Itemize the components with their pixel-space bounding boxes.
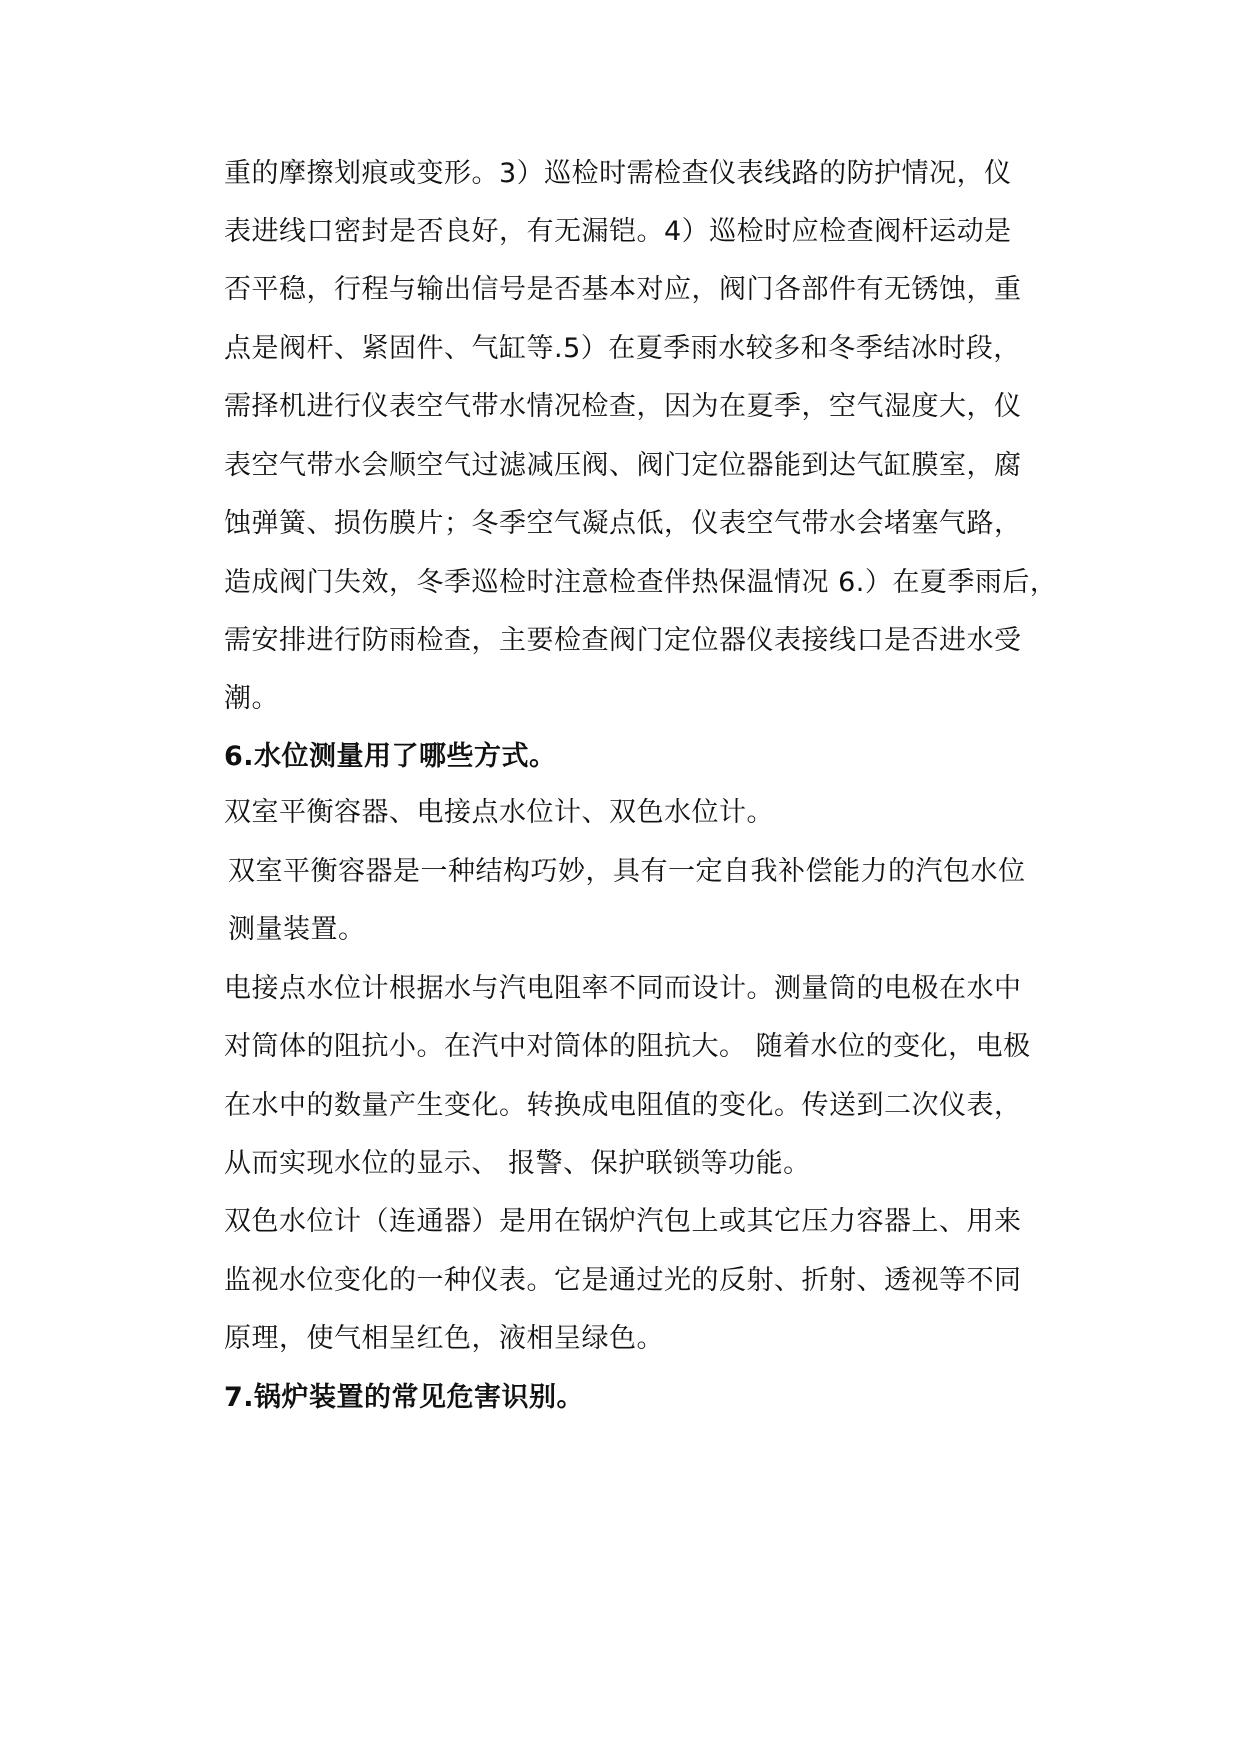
answer-intro: 双室平衡容器、电接点水位计、双色水位计。 xyxy=(224,797,774,828)
body-text-line: 潮。 xyxy=(224,683,279,714)
body-text-line: 重的摩擦划痕或变形。3）巡检时需检查仪表线路的防护情况，仪 xyxy=(224,158,1012,189)
body-text-line: 需安排进行防雨检查，主要检查阀门定位器仪表接线口是否进水受 xyxy=(224,625,1022,656)
body-text-line: 造成阀门失效，冬季巡检时注意检查伴热保温情况 6.）在夏季雨后， xyxy=(224,567,1058,598)
electrode-gauge-line: 从而实现水位的显示、 报警、保护联锁等功能。 xyxy=(224,1148,811,1179)
section-heading-6: 6.水位测量用了哪些方式。 xyxy=(224,741,557,772)
body-text-line: 蚀弹簧、损伤膜片；冬季空气凝点低，仪表空气带水会堵塞气路， xyxy=(224,508,1022,539)
body-text-line: 点是阀杆、紧固件、气缸等.5）在夏季雨水较多和冬季结冰时段， xyxy=(224,333,1021,364)
balance-container-line: 测量装置。 xyxy=(228,914,366,945)
body-text-line: 表进线口密封是否良好，有无漏铠。4）巡检时应检查阀杆运动是 xyxy=(224,216,1012,247)
bicolor-gauge-line: 原理，使气相呈红色，液相呈绿色。 xyxy=(224,1323,664,1354)
body-text-line: 需择机进行仪表空气带水情况检查，因为在夏季，空气湿度大，仪 xyxy=(224,391,1022,422)
balance-container-line: 双室平衡容器是一种结构巧妙，具有一定自我补偿能力的汽包水位 xyxy=(228,856,1026,887)
body-text-line: 否平稳，行程与输出信号是否基本对应，阀门各部件有无锈蚀，重 xyxy=(224,274,1022,305)
body-text-line: 表空气带水会顺空气过滤减压阀、阀门定位器能到达气缸膜室，腐 xyxy=(224,450,1022,481)
section-heading-7: 7.锅炉装置的常见危害识别。 xyxy=(224,1382,585,1413)
bicolor-gauge-line: 监视水位变化的一种仪表。它是通过光的反射、折射、透视等不同 xyxy=(224,1265,1022,1296)
bicolor-gauge-line: 双色水位计（连通器）是用在锅炉汽包上或其它压力容器上、用来 xyxy=(224,1206,1022,1237)
electrode-gauge-line: 在水中的数量产生变化。转换成电阻值的变化。传送到二次仪表， xyxy=(224,1090,1022,1121)
electrode-gauge-line: 电接点水位计根据水与汽电阻率不同而设计。测量筒的电极在水中 xyxy=(224,973,1022,1004)
electrode-gauge-line: 对筒体的阻抗小。在汽中对筒体的阻抗大。 随着水位的变化，电极 xyxy=(224,1031,1031,1062)
